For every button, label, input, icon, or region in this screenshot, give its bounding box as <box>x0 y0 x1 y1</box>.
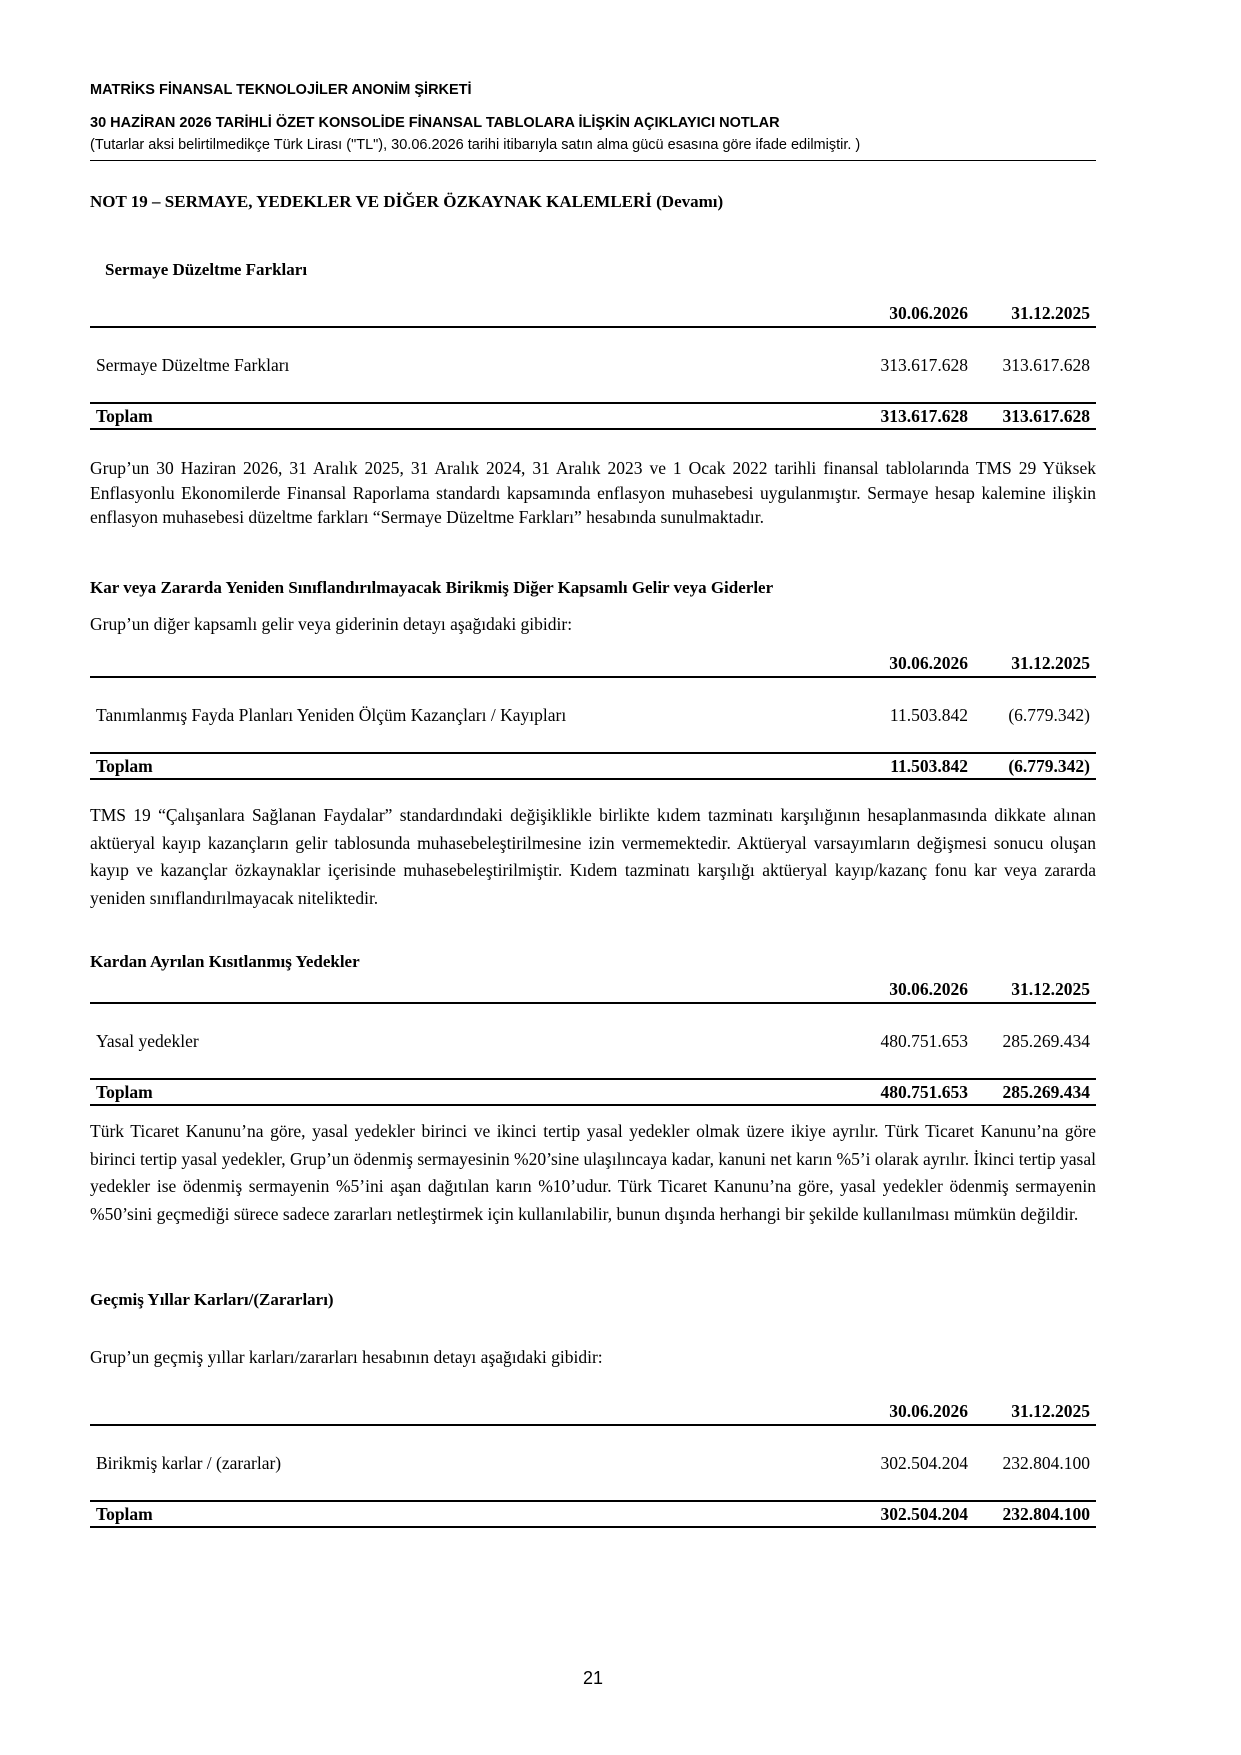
row-value: 285.269.434 <box>1002 1030 1090 1051</box>
total-label: Toplam <box>90 403 852 429</box>
table-other-comprehensive <box>90 650 1096 780</box>
total-value: 313.617.628 <box>974 403 1096 429</box>
report-title: 30 HAZİRAN 2026 TARİHLİ ÖZET KONSOLİDE FİNANSAL TABLOLARA İLİŞKİN AÇIKLAYICI NOTLAR <box>90 115 780 131</box>
section-title-restricted-reserves: Kardan Ayrılan Kısıtlanmış Yedekler <box>90 952 360 971</box>
section-intro: Grup’un diğer kapsamlı gelir veya giderinin detayı aşağıdaki gibidir: <box>90 614 573 634</box>
row-label: Tanımlanmış Fayda Planları Yeniden Ölçüm Kazançları / Kayıpları <box>96 704 567 725</box>
row-value: 313.617.628 <box>1002 354 1090 375</box>
row-label: Sermaye Düzeltme Farkları <box>96 354 290 375</box>
row-value: 302.504.204 <box>880 1452 968 1473</box>
page-number: 21 <box>582 1668 604 1688</box>
column-header: 30.06.2026 <box>852 300 974 327</box>
total-value: 313.617.628 <box>852 403 974 429</box>
row-value: 480.751.653 <box>880 1030 968 1051</box>
column-header: 30.06.2026 <box>852 1398 974 1425</box>
total-value: 302.504.204 <box>852 1501 974 1527</box>
total-label: Toplam <box>90 1501 852 1527</box>
column-header: 31.12.2025 <box>974 1398 1096 1425</box>
section-title-other-comprehensive: Kar veya Zararda Yeniden Sınıflandırılmayacak Birikmiş Diğer Kapsamlı Gelir veya Giderler <box>90 578 774 597</box>
company-name: MATRİKS FİNANSAL TEKNOLOJİLER ANONİM ŞİRKETİ <box>90 82 472 98</box>
table-retained-earnings <box>90 1398 1096 1528</box>
paragraph-capital-adjustment: Grup’un 30 Haziran 2026, 31 Aralık 2025, 31 Aralık 2024, 31 Aralık 2023 ve 1 Ocak 2022 tarihli finansal tablolarında TMS 29 Yüksek Enflasyonlu Ekonomilerde Finansal Raporlama standardı kapsamında enflasyon muhasebesi uygulanmıştır. Sermaye hesap kalemine ilişkin enflasyon muhasebesi düzeltme farkları “Sermaye Düzeltme Farkları” hesabında sunulmaktadır. <box>90 458 1096 527</box>
section-intro: Grup’un geçmiş yıllar karları/zararları hesabının detayı aşağıdaki gibidir: <box>90 1347 603 1367</box>
row-value: (6.779.342) <box>1008 704 1090 725</box>
section-title-capital-adjustment: Sermaye Düzeltme Farkları <box>105 260 308 279</box>
report-subtitle: (Tutarlar aksi belirtilmedikçe Türk Lirası ("TL"), 30.06.2026 tarihi itibarıyla satın alma gücü esasına göre ifade edilmiştir. ) <box>90 137 861 153</box>
note-title: NOT 19 – SERMAYE, YEDEKLER VE DİĞER ÖZKAYNAK KALEMLERİ (Devamı) <box>90 192 724 211</box>
total-row <box>90 1079 1096 1105</box>
column-header: 31.12.2025 <box>974 650 1096 677</box>
row-label: Yasal yedekler <box>96 1030 199 1051</box>
table-header-row <box>90 650 1096 677</box>
table-header-row <box>90 300 1096 327</box>
total-value: 480.751.653 <box>852 1079 974 1105</box>
total-value: 232.804.100 <box>974 1501 1096 1527</box>
total-label: Toplam <box>90 1079 852 1105</box>
column-header: 31.12.2025 <box>974 300 1096 327</box>
table-row <box>90 327 1096 403</box>
section-title-retained-earnings: Geçmiş Yıllar Karları/(Zararları) <box>90 1290 334 1309</box>
row-label: Birikmiş karlar / (zararlar) <box>96 1452 282 1473</box>
table-header-row <box>90 1398 1096 1425</box>
table-row <box>90 1003 1096 1079</box>
total-value: 285.269.434 <box>974 1079 1096 1105</box>
total-value: (6.779.342) <box>974 753 1096 779</box>
header-divider <box>90 160 1096 161</box>
total-row <box>90 403 1096 429</box>
table-row <box>90 1425 1096 1501</box>
total-row <box>90 753 1096 779</box>
column-header: 30.06.2026 <box>852 976 974 1003</box>
paragraph-restricted-reserves: Türk Ticaret Kanunu’na göre, yasal yedekler birinci ve ikinci tertip yasal yedekler olmak üzere ikiye ayrılır. Türk Ticaret Kanunu’na göre birinci tertip yasal yedekler, Grup’un ödenmiş sermayesinin %20’sine ulaşılıncaya kadar, kanuni net karın %5’i olarak ayrılır. İkinci tertip yasal yedekler ise ödenmiş sermayenin %5’ini aşan dağıtılan karın %10’udur. Türk Ticaret Kanunu’na göre, yasal yedekler ödenmiş sermayenin %50’sini geçmediği sürece sadece zararları netleştirmek için kullanılabilir, bunun dışında herhangi bir şekilde kullanılması mümkün değildir. <box>90 1121 1096 1224</box>
table-row <box>90 677 1096 753</box>
row-value: 11.503.842 <box>889 704 968 725</box>
table-header-row <box>90 976 1096 1003</box>
total-label: Toplam <box>90 753 852 779</box>
column-header: 31.12.2025 <box>974 976 1096 1003</box>
row-value: 232.804.100 <box>1002 1452 1090 1473</box>
table-restricted-reserves <box>90 976 1096 1106</box>
paragraph-other-comprehensive: TMS 19 “Çalışanlara Sağlanan Faydalar” standardındaki değişiklikle birlikte kıdem tazminatı karşılığının hesaplanmasında dikkate alınan aktüeryal kayıp kazançların gelir tablosunda muhasebeleştirilmesine izin vermemektedir. Aktüeryal varsayımların değişmesi sonucu oluşan kayıp ve kazançlar özkaynaklar içerisinde muhasebeleştirilmiştir. Kıdem tazminatı karşılığı aktüeryal kayıp/kazanç fonu kar veya zararda yeniden sınıflandırılmayacak niteliktedir. <box>90 805 1096 908</box>
total-value: 11.503.842 <box>852 753 974 779</box>
table-capital-adjustment <box>90 300 1096 430</box>
row-value: 313.617.628 <box>880 354 968 375</box>
column-header: 30.06.2026 <box>852 650 974 677</box>
total-row <box>90 1501 1096 1527</box>
